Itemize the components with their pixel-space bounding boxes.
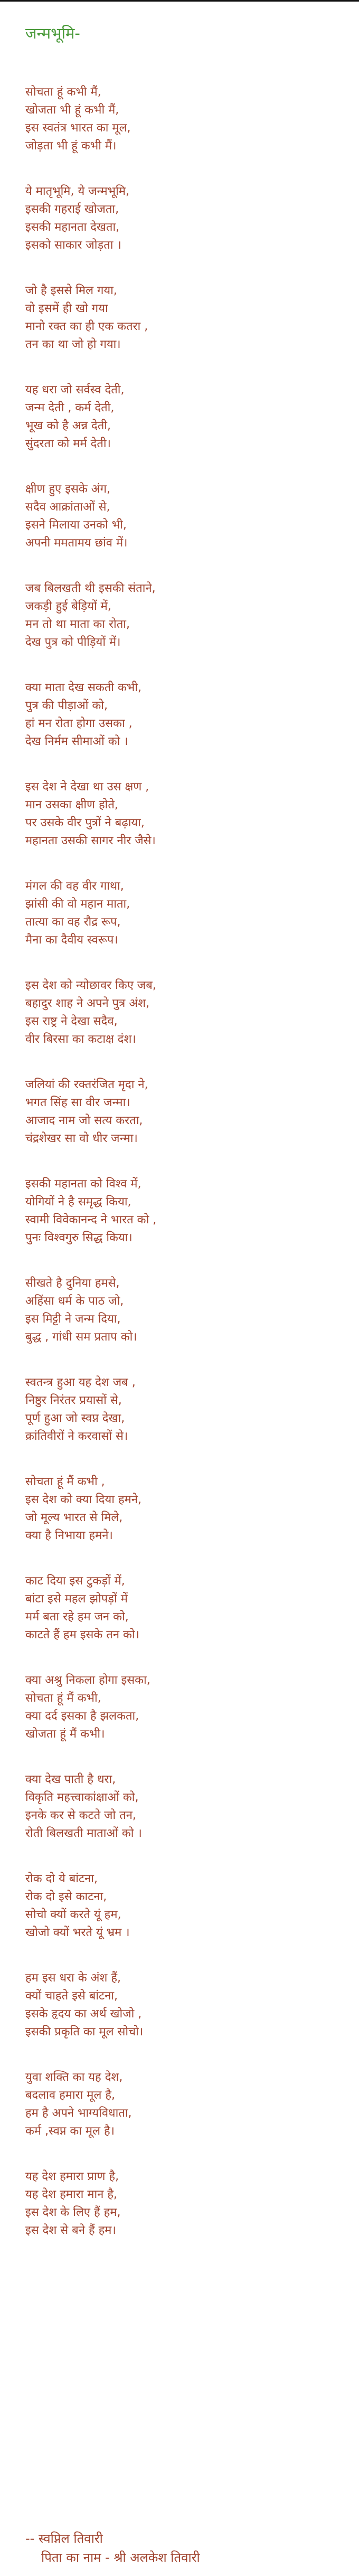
poem-line: जलियां की रक्तरंजित मृदा ने, (25, 1078, 148, 1091)
poem-line: देख पुत्र को पीड़ियों में। (25, 636, 121, 649)
poem-line: इस देश को न्योछावर किए जब, (25, 979, 156, 992)
poem-line: इस स्वतंत्र भारत का मूल, (25, 121, 131, 135)
stanza (25, 282, 342, 354)
poem-line: सोचता हूं मैं कभी , (25, 1475, 105, 1488)
poem-line: हम है अपने भाग्यविधाता, (25, 2107, 132, 2120)
stanza (25, 1672, 342, 1743)
poem-line: इस राष्ट्र ने देखा सदैव, (25, 1015, 118, 1028)
poem-line: महानता उसकी सागर नीर जैसे। (25, 834, 156, 847)
poem-line: यह देश हमारा प्राण है, (25, 2170, 119, 2183)
poem-line: योगियों ने है समृद्ध किया, (25, 1195, 131, 1209)
poem-line: बांटा इसे महल झोपड़ों में (25, 1592, 128, 1606)
poem-line: पुनः विश्वगुरु सिद्ध किया। (25, 1231, 133, 1244)
poem-line: युवा शक्ति का यह देश, (25, 2071, 123, 2084)
poem-line: ये मातृभूमि, ये जन्मभूमि, (25, 185, 129, 198)
top-rule (0, 0, 359, 2)
poem-line: खोजता भी हूं कभी मैं, (25, 103, 119, 117)
stanza (25, 1175, 342, 1247)
poem-line: स्वतन्त्र हुआ यह देश जब , (25, 1376, 136, 1389)
poem-line: जब बिलखती थी इसकी संताने, (25, 582, 156, 595)
poem-line: जकड़ी हुई बेड़ियों में, (25, 600, 111, 613)
stanza (25, 1076, 342, 1148)
poem-line: स्वामी विवेकानन्द ने भारत को , (25, 1213, 157, 1226)
poem-line: झांसी की वो महान माता, (25, 898, 130, 911)
poem-line: सुंदरता को मर्म देती। (25, 437, 111, 450)
poem-line: क्यों चाहते इसे बांटना, (25, 1989, 118, 2003)
poem-line: इसने मिलाया उनको भी, (25, 518, 127, 532)
poem-line: अपनी ममतामय छांव में। (25, 536, 128, 550)
poem-line: इस देश के लिए हैं हम, (25, 2206, 121, 2219)
stanza (25, 977, 342, 1049)
stanza (25, 1374, 342, 1446)
poem-line: क्या अश्रु निकला होगा इसका, (25, 1674, 150, 1687)
poem-line: चंद्रशेखर सा वो धीर जन्मा। (25, 1132, 138, 1145)
poem-line: क्या है निभाया हमने। (25, 1529, 113, 1542)
poem-line: कर्म ,स्वप्न का मूल है। (25, 2125, 115, 2138)
stanza (25, 83, 342, 155)
poem-line: बहादुर शाह ने अपने पुत्र अंश, (25, 997, 150, 1010)
poem-line: निष्ठुर निरंतर प्रयासों से, (25, 1394, 122, 1407)
stanza (25, 778, 342, 850)
signature-block (25, 2529, 342, 2567)
poem-line: वीर बिरसा का कटाक्ष दंश। (25, 1033, 136, 1046)
poem-line: काट दिया इस टुकड़ों में, (25, 1574, 125, 1588)
poem-line: इस देश ने देखा था उस क्षण , (25, 780, 149, 794)
poem-line: अहिंसा धर्म के पाठ जो, (25, 1295, 124, 1308)
poem-line: खोजता हूं मैं कभी। (25, 1728, 105, 1741)
poem-line: भगत सिंह सा वीर जन्मा। (25, 1096, 130, 1109)
poem-line: हां मन रोता होगा उसका , (25, 717, 133, 730)
father-name: पिता का नाम - श्री अलकेश तिवारी (41, 2550, 200, 2565)
stanza (25, 1473, 342, 1545)
poem-line: इसकी महानता को विश्व में, (25, 1177, 141, 1191)
poem-line: रोक दो इसे काटना, (25, 1890, 107, 1903)
poem-line: जो मूल्य भारत से मिले, (25, 1511, 123, 1524)
poem-line: भूख को है अन्न देती, (25, 419, 111, 432)
poem-body (25, 83, 342, 2267)
poem-line: इस देश से बने हैं हम। (25, 2224, 116, 2237)
poem-line: तात्या का वह रौद्र रूप, (25, 916, 121, 929)
poem-line: इसकी प्रकृति का मूल सोचो। (25, 2025, 144, 2039)
poem-line: सोचो क्यों करते यूं हम, (25, 1908, 121, 1921)
poem-line: इस मिट्टी ने जन्म दिया, (25, 1313, 121, 1326)
poem-line: पुत्र की पीड़ाओं को, (25, 699, 108, 712)
poem-line: मानो रक्त का ही एक कतरा , (25, 320, 148, 333)
poem-title: जन्मभूमि- (25, 24, 80, 42)
poem-line: सोचता हूं कभी मैं, (25, 86, 101, 99)
poem-line: मर्म बता रहे हम जन को, (25, 1610, 129, 1624)
stanza (25, 679, 342, 751)
poem-line: मान उसका क्षीण होते, (25, 798, 118, 812)
poem-line: काटते हैं हम इसके तन को। (25, 1628, 139, 1641)
stanza (25, 1771, 342, 1843)
stanza (25, 580, 342, 652)
poem-line: तन का था जो हो गया। (25, 338, 121, 351)
poem-line: वो इसमें ही खो गया (25, 302, 108, 315)
stanza (25, 381, 342, 453)
poem-line: क्या दर्द इसका है झलकता, (25, 1710, 139, 1723)
author-name: -- स्वप्निल तिवारी (25, 2531, 103, 2546)
poem-line: इसको साकार जोड़ता । (25, 239, 121, 252)
stanza (25, 2168, 342, 2240)
poem-line: मैना का दैवीय स्वरूप। (25, 933, 118, 947)
poem-line: जोड़ता भी हूं कभी मैं। (25, 139, 117, 153)
stanza (25, 1572, 342, 1644)
poem-line: आजाद नाम जो सत्य करता, (25, 1114, 143, 1127)
poem-line: क्रांतिवीरों ने करवासों से। (25, 1430, 128, 1443)
poem-line: पर उसके वीर पुत्रों ने बढ़ाया, (25, 816, 145, 829)
poem-line: पूर्ण हुआ जो स्वप्न देखा, (25, 1412, 125, 1425)
poem-line: यह धरा जो सर्वस्व देती, (25, 383, 125, 397)
poem-line: जो है इससे मिल गया, (25, 284, 117, 297)
poem-line: बदलाव हमारा मूल है, (25, 2089, 116, 2102)
poem-line: क्षीण हुए इसके अंग, (25, 483, 110, 496)
poem-line: मन तो था माता का रोता, (25, 618, 130, 631)
poem-line: जन्म देती , कर्म देती, (25, 401, 115, 414)
poem-line: रोक दो ये बांटना, (25, 1872, 98, 1885)
poem-line: हम इस धरा के अंश हैं, (25, 1971, 121, 1985)
poem-line: मंगल की वह वीर गाथा, (25, 880, 124, 893)
poem-line: सोचता हूं मैं कभी, (25, 1692, 101, 1705)
poem-line: बुद्ध , गांधी सम प्रताप को। (25, 1331, 137, 1344)
stanza (25, 1870, 342, 1942)
stanza (25, 1275, 342, 1346)
poem-line: खोजो क्यों भरते यूं भ्रम । (25, 1926, 130, 1939)
stanza (25, 183, 342, 254)
poem-line: यह देश हमारा मान है, (25, 2188, 118, 2201)
stanza (25, 480, 342, 552)
poem-line: इसकी महानता देखता, (25, 221, 120, 234)
poem-line: सीखते है दुनिया हमसे, (25, 1277, 120, 1290)
stanza (25, 877, 342, 949)
poem-line: देख निर्मम सीमाओं को । (25, 735, 128, 748)
poem-line: सदैव आक्रांताओं से, (25, 501, 110, 514)
poem-line: क्या देख पाती है धरा, (25, 1773, 116, 1786)
stanza (25, 1969, 342, 2041)
poem-line: इनके कर से कटते जो तन, (25, 1809, 136, 1822)
poem-line: रोती बिलखती माताओं को । (25, 1827, 142, 1840)
stanza (25, 2069, 342, 2140)
poem-line: इस देश को क्या दिया हमने, (25, 1493, 141, 1506)
poem-line: विकृति महत्त्वाकांक्षाओं को, (25, 1791, 139, 1804)
poem-line: इसके हृदय का अर्थ खोजो , (25, 2007, 142, 2021)
poem-line: क्या माता देख सकती कभी, (25, 681, 142, 694)
poem-line: इसकी गहराई खोजता, (25, 203, 119, 216)
